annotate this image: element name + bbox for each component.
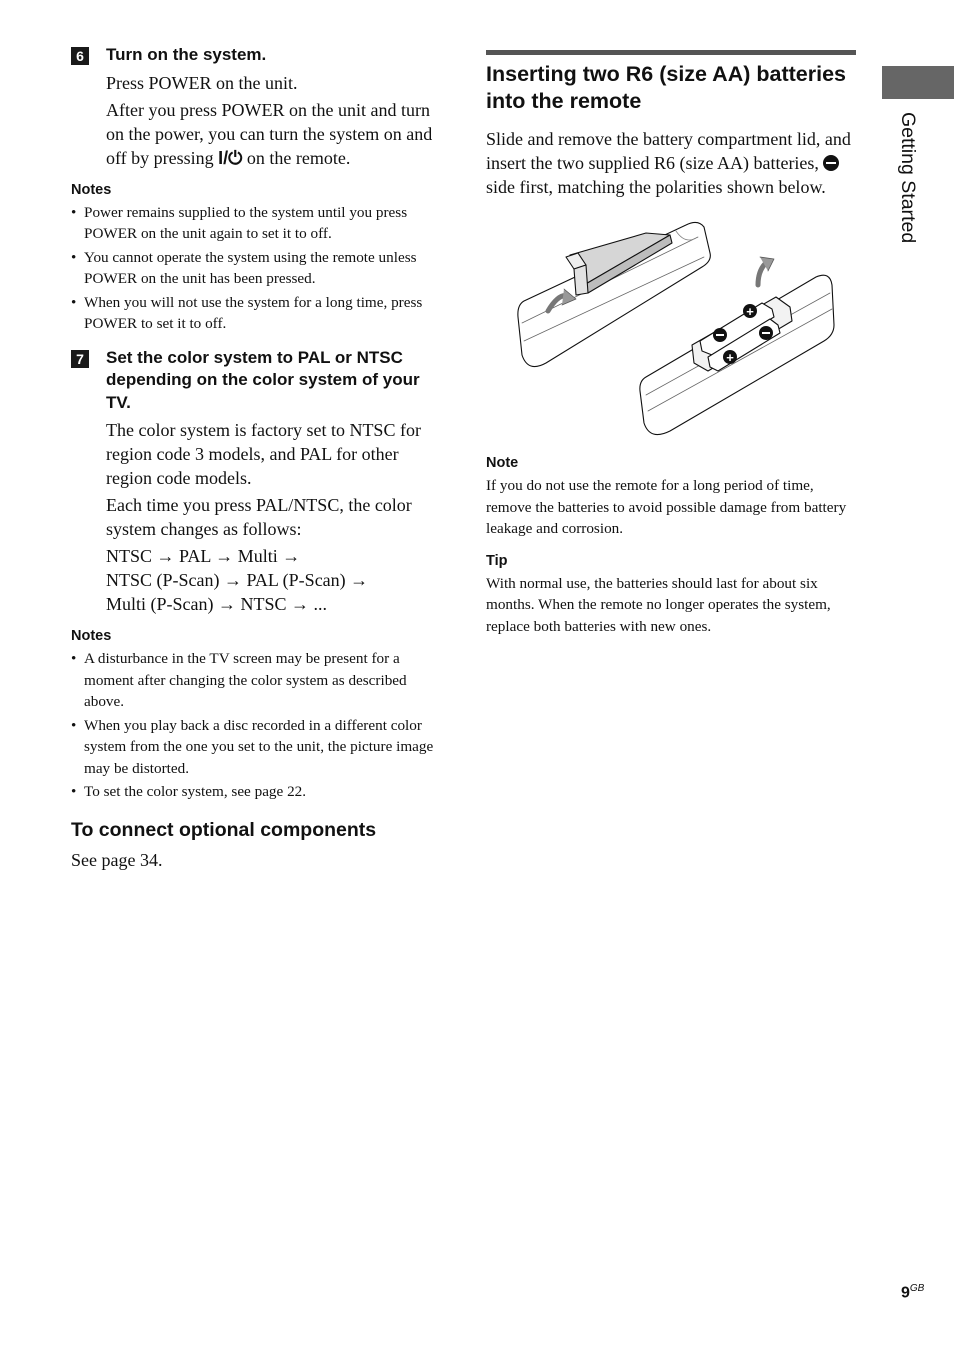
- page-number-suffix: GB: [909, 1283, 925, 1294]
- step-7: [71, 347, 441, 617]
- note-item: • A disturbance in the TV screen may be present for a moment after changing the color system as described above.: [71, 648, 441, 713]
- page-number-value: 9: [901, 1284, 910, 1302]
- power-standby-icon: I/⏻: [218, 147, 243, 168]
- step-6-text-2-start: After you press POWER on the unit and turn on the power, you can turn the system on and off by pressing: [106, 99, 433, 168]
- notes-list-2: [71, 648, 441, 803]
- color-sequence-line-3: Multi (P-Scan) → NTSC → ...: [106, 594, 328, 614]
- minus-polarity-icon: [823, 155, 839, 171]
- left-column: [71, 44, 441, 875]
- note-item: • When you play back a disc recorded in a different color system from the one you set to the unit, the picture image may be distorted.: [71, 715, 441, 780]
- svg-text:+: +: [726, 350, 734, 365]
- note-item: • You cannot operate the system using the remote unless POWER on the unit has been pressed.: [71, 247, 441, 290]
- right-column: [486, 50, 856, 637]
- section-side-label-text: Getting Started: [897, 112, 919, 244]
- step-7-title: Set the color system to PAL or NTSC depending on the color system of your TV.: [106, 347, 420, 412]
- notes-section-1: [71, 182, 441, 335]
- note-text: If you do not use the remote for a long period of time, remove the batteries to avoid possible damage from battery leakage and corrosion.: [486, 477, 847, 537]
- remote-battery-illustration: [486, 213, 856, 443]
- section-side-label: [893, 112, 923, 262]
- step-6-text-2-end: on the remote.: [246, 147, 351, 168]
- tip-heading: Tip: [486, 552, 508, 569]
- tip-text: With normal use, the batteries should last for about six months. When the remote no longer operates the system, replace both batteries with new ones.: [486, 574, 831, 635]
- step-6-text-1: Press POWER on the unit.: [106, 72, 298, 93]
- step-number-7: 7: [71, 350, 89, 368]
- color-sequence-line-2: NTSC (P-Scan) → PAL (P-Scan) →: [106, 570, 369, 590]
- section-tab-marker: [882, 66, 954, 99]
- notes-section-2: [71, 628, 441, 803]
- battery-section-heading: Inserting two R6 (size AA) batteries into the remote: [486, 62, 846, 113]
- connect-components-heading: To connect optional components: [71, 818, 377, 841]
- step-7-text-1: The color system is factory set to NTSC for region code 3 models, and PAL for other region code models.: [106, 420, 421, 488]
- page-number: [901, 1283, 924, 1302]
- step-6-text-2: [106, 98, 441, 170]
- svg-text:+: +: [746, 304, 754, 319]
- notes-heading-1: Notes: [71, 181, 112, 198]
- color-sequence-line-1: NTSC → PAL → Multi →: [106, 546, 301, 566]
- step-6: [71, 44, 441, 170]
- connect-components-text: See page 34.: [71, 849, 163, 870]
- note-item: • Power remains supplied to the system until you press POWER on the unit again to set it to off.: [71, 202, 441, 245]
- note-item: • To set the color system, see page 22.: [71, 781, 441, 803]
- battery-instructions: [486, 127, 856, 199]
- note-heading: Note: [486, 455, 519, 471]
- section-rule: [486, 50, 856, 55]
- step-7-text-2: Each time you press PAL/NTSC, the color system changes as follows:: [106, 495, 412, 539]
- note-item: • When you will not use the system for a long time, press POWER to set it to off.: [71, 292, 441, 335]
- battery-instructions-end: side first, matching the polarities shown below.: [486, 177, 826, 197]
- notes-heading-2: Notes: [71, 628, 112, 644]
- step-number-6: 6: [71, 47, 89, 65]
- notes-list-1: [71, 202, 441, 335]
- step-6-title: Turn on the system.: [106, 45, 267, 64]
- battery-instructions-start: Slide and remove the battery compartment lid, and insert the two supplied R6 (size AA) batteries,: [486, 129, 851, 173]
